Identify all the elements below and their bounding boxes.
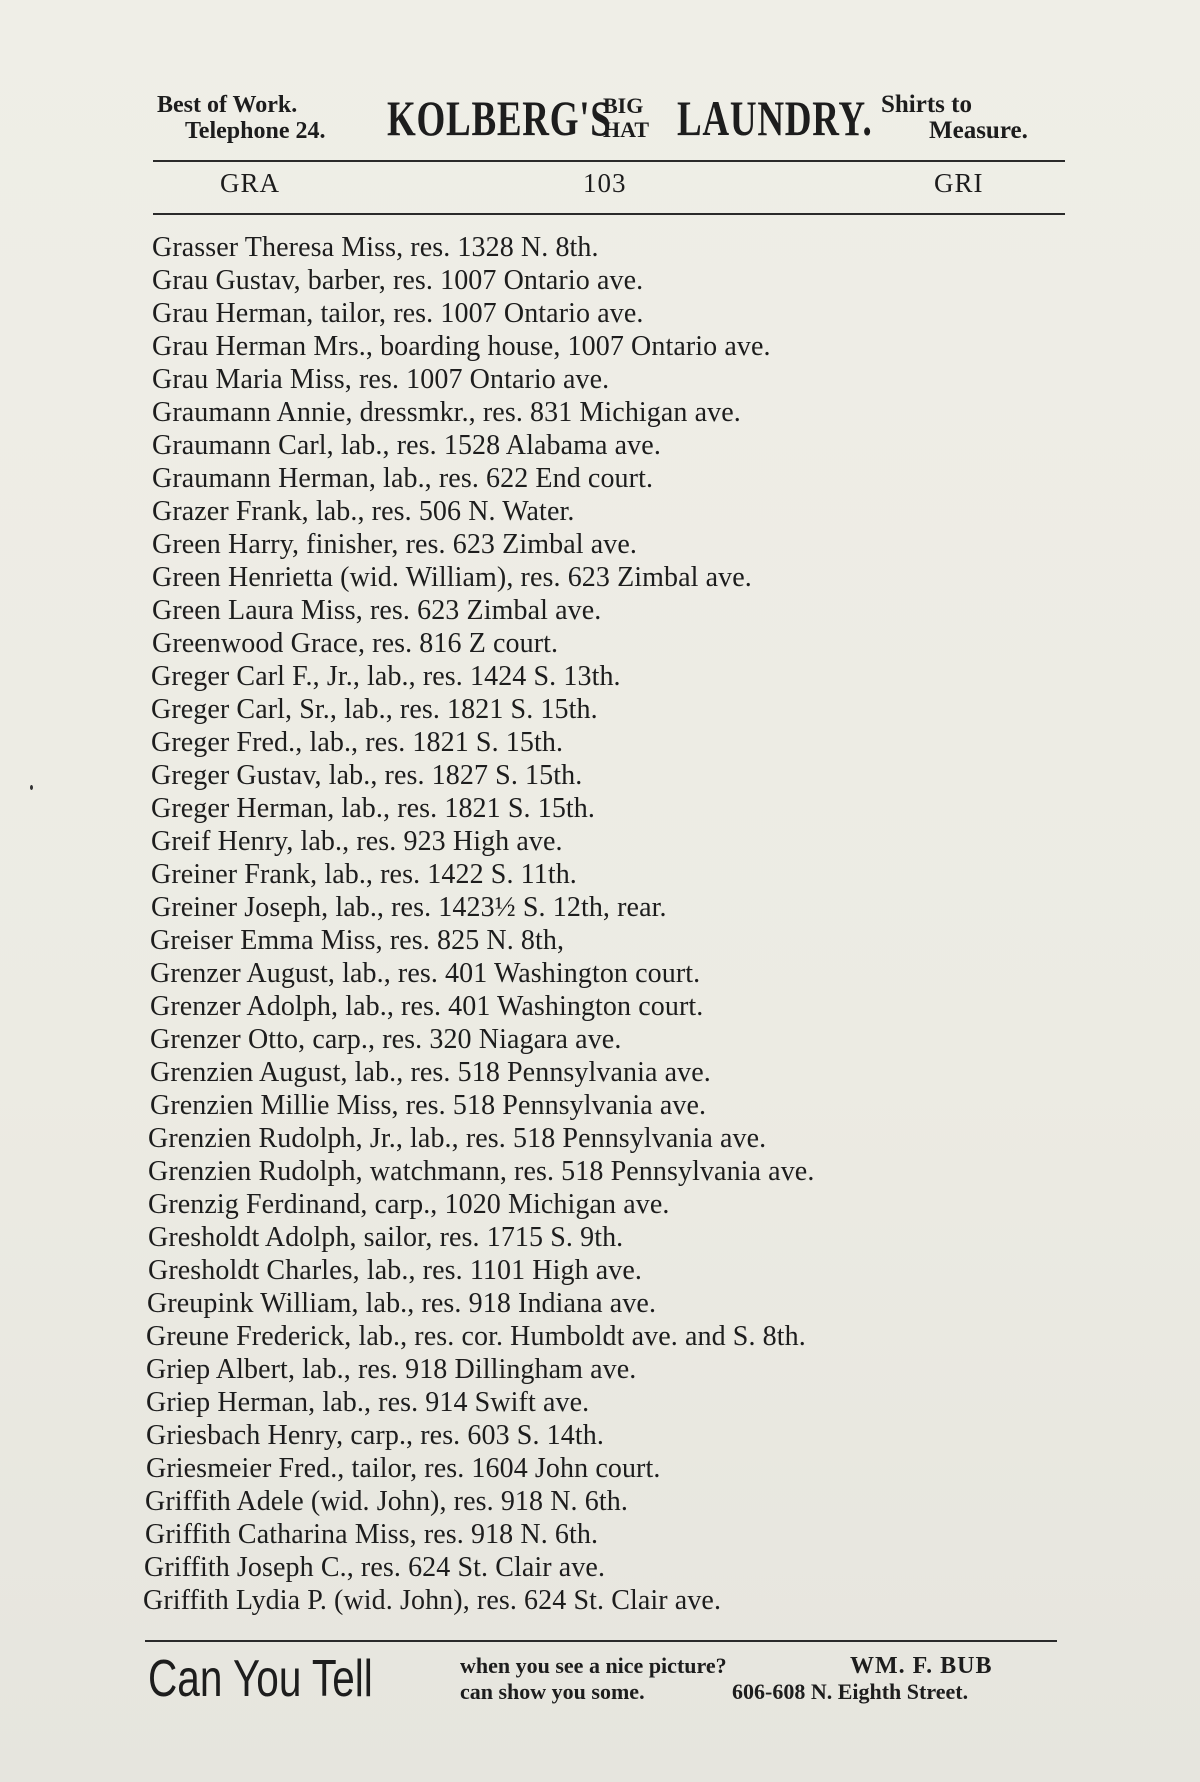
list-item: Greger Carl, Sr., lab., res. 1821 S. 15th.	[151, 694, 598, 725]
list-item: Greiser Emma Miss, res. 825 N. 8th,	[150, 925, 565, 956]
list-item: Greupink William, lab., res. 918 Indiana ave.	[147, 1288, 657, 1319]
list-item: Graumann Annie, dressmkr., res. 831 Michigan ave.	[152, 397, 741, 428]
list-item: Graumann Carl, lab., res. 1528 Alabama ave.	[152, 430, 661, 461]
list-item: Greiner Frank, lab., res. 1422 S. 11th.	[151, 859, 577, 890]
list-item: Grasser Theresa Miss, res. 1328 N. 8th.	[152, 232, 599, 263]
list-item: Grau Herman Mrs., boarding house, 1007 Ontario ave.	[152, 331, 771, 362]
header-bottom-rule	[153, 213, 1065, 215]
ad-telephone: Telephone 24.	[185, 118, 326, 144]
list-item: Grenzer August, lab., res. 401 Washington court.	[150, 958, 701, 989]
list-item: Grau Herman, tailor, res. 1007 Ontario ave.	[152, 298, 644, 329]
ad-laundry: LAUNDRY.	[677, 90, 873, 146]
page-number: 103	[583, 168, 627, 198]
running-header-right: GRI	[934, 168, 984, 198]
ink-speck	[30, 785, 33, 790]
ad-big: BIG	[603, 93, 644, 118]
list-item: Griep Albert, lab., res. 918 Dillingham ave.	[146, 1354, 637, 1385]
list-item: Griesmeier Fred., tailor, res. 1604 John court.	[146, 1453, 661, 1484]
list-item: Grau Gustav, barber, res. 1007 Ontario ave.	[152, 265, 644, 296]
list-item: Griesbach Henry, carp., res. 603 S. 14th.	[146, 1420, 604, 1451]
list-item: Greune Frederick, lab., res. cor. Humboldt ave. and S. 8th.	[146, 1321, 806, 1352]
list-item: Greger Gustav, lab., res. 1827 S. 15th.	[151, 760, 583, 791]
list-item: Grau Maria Miss, res. 1007 Ontario ave.	[152, 364, 610, 395]
header-top-rule	[153, 160, 1065, 162]
list-item: Grenzien Rudolph, Jr., lab., res. 518 Pennsylvania ave.	[148, 1123, 767, 1154]
list-item: Green Harry, finisher, res. 623 Zimbal ave.	[152, 529, 637, 560]
ad-headline: Can You Tell	[148, 1650, 373, 1708]
list-item: Greiner Joseph, lab., res. 1423½ S. 12th, rear.	[151, 892, 667, 923]
list-item: Griep Herman, lab., res. 914 Swift ave.	[146, 1387, 590, 1418]
list-item: Greger Herman, lab., res. 1821 S. 15th.	[151, 793, 596, 824]
list-item: Grenzien August, lab., res. 518 Pennsylvania ave.	[150, 1057, 711, 1088]
list-item: Grenzig Ferdinand, carp., 1020 Michigan ave.	[148, 1189, 670, 1220]
list-item: Green Henrietta (wid. William), res. 623 Zimbal ave.	[152, 562, 752, 593]
ad-business-name: KOLBERG'S	[387, 90, 612, 146]
list-item: Greif Henry, lab., res. 923 High ave.	[151, 826, 563, 857]
bottom-advertisement	[148, 1648, 1060, 1710]
list-item: Griffith Joseph C., res. 624 St. Clair ave.	[144, 1552, 606, 1583]
list-item: Grenzer Adolph, lab., res. 401 Washington court.	[150, 991, 704, 1022]
ad-address: 606-608 N. Eighth Street.	[732, 1679, 969, 1704]
list-item: Griffith Lydia P. (wid. John), res. 624 St. Clair ave.	[143, 1585, 722, 1616]
ad-best-of-work: Best of Work.	[157, 92, 298, 118]
list-item: Gresholdt Charles, lab., res. 1101 High ave.	[148, 1255, 643, 1286]
ad-tagline-2: can show you some.	[460, 1679, 645, 1704]
footer-rule	[145, 1640, 1057, 1642]
list-item: Gresholdt Adolph, sailor, res. 1715 S. 9th.	[148, 1222, 624, 1253]
top-advertisement	[155, 86, 1067, 152]
list-item: Greger Carl F., Jr., lab., res. 1424 S. 13th.	[151, 661, 621, 692]
running-header-left: GRA	[220, 168, 281, 198]
list-item: Griffith Adele (wid. John), res. 918 N. 6th.	[145, 1486, 628, 1517]
ad-shirts-to: Shirts to	[881, 91, 972, 118]
list-item: Grenzien Millie Miss, res. 518 Pennsylvania ave.	[150, 1090, 707, 1121]
list-item: Grenzer Otto, carp., res. 320 Niagara ave.	[150, 1024, 622, 1055]
ad-tagline-1: when you see a nice picture?	[460, 1653, 727, 1678]
list-item: Greger Fred., lab., res. 1821 S. 15th.	[151, 727, 564, 758]
list-item: Greenwood Grace, res. 816 Z court.	[152, 628, 559, 659]
list-item: Green Laura Miss, res. 623 Zimbal ave.	[152, 595, 602, 626]
list-item: Grazer Frank, lab., res. 506 N. Water.	[152, 496, 575, 527]
ad-hat: HAT	[603, 117, 650, 142]
list-item: Grenzien Rudolph, watchmann, res. 518 Pennsylvania ave.	[148, 1156, 815, 1187]
ad-measure: Measure.	[929, 117, 1028, 144]
ad-photographer-name: WM. F. BUB	[850, 1653, 993, 1679]
list-item: Griffith Catharina Miss, res. 918 N. 6th.	[145, 1519, 599, 1550]
list-item: Graumann Herman, lab., res. 622 End court.	[152, 463, 654, 494]
